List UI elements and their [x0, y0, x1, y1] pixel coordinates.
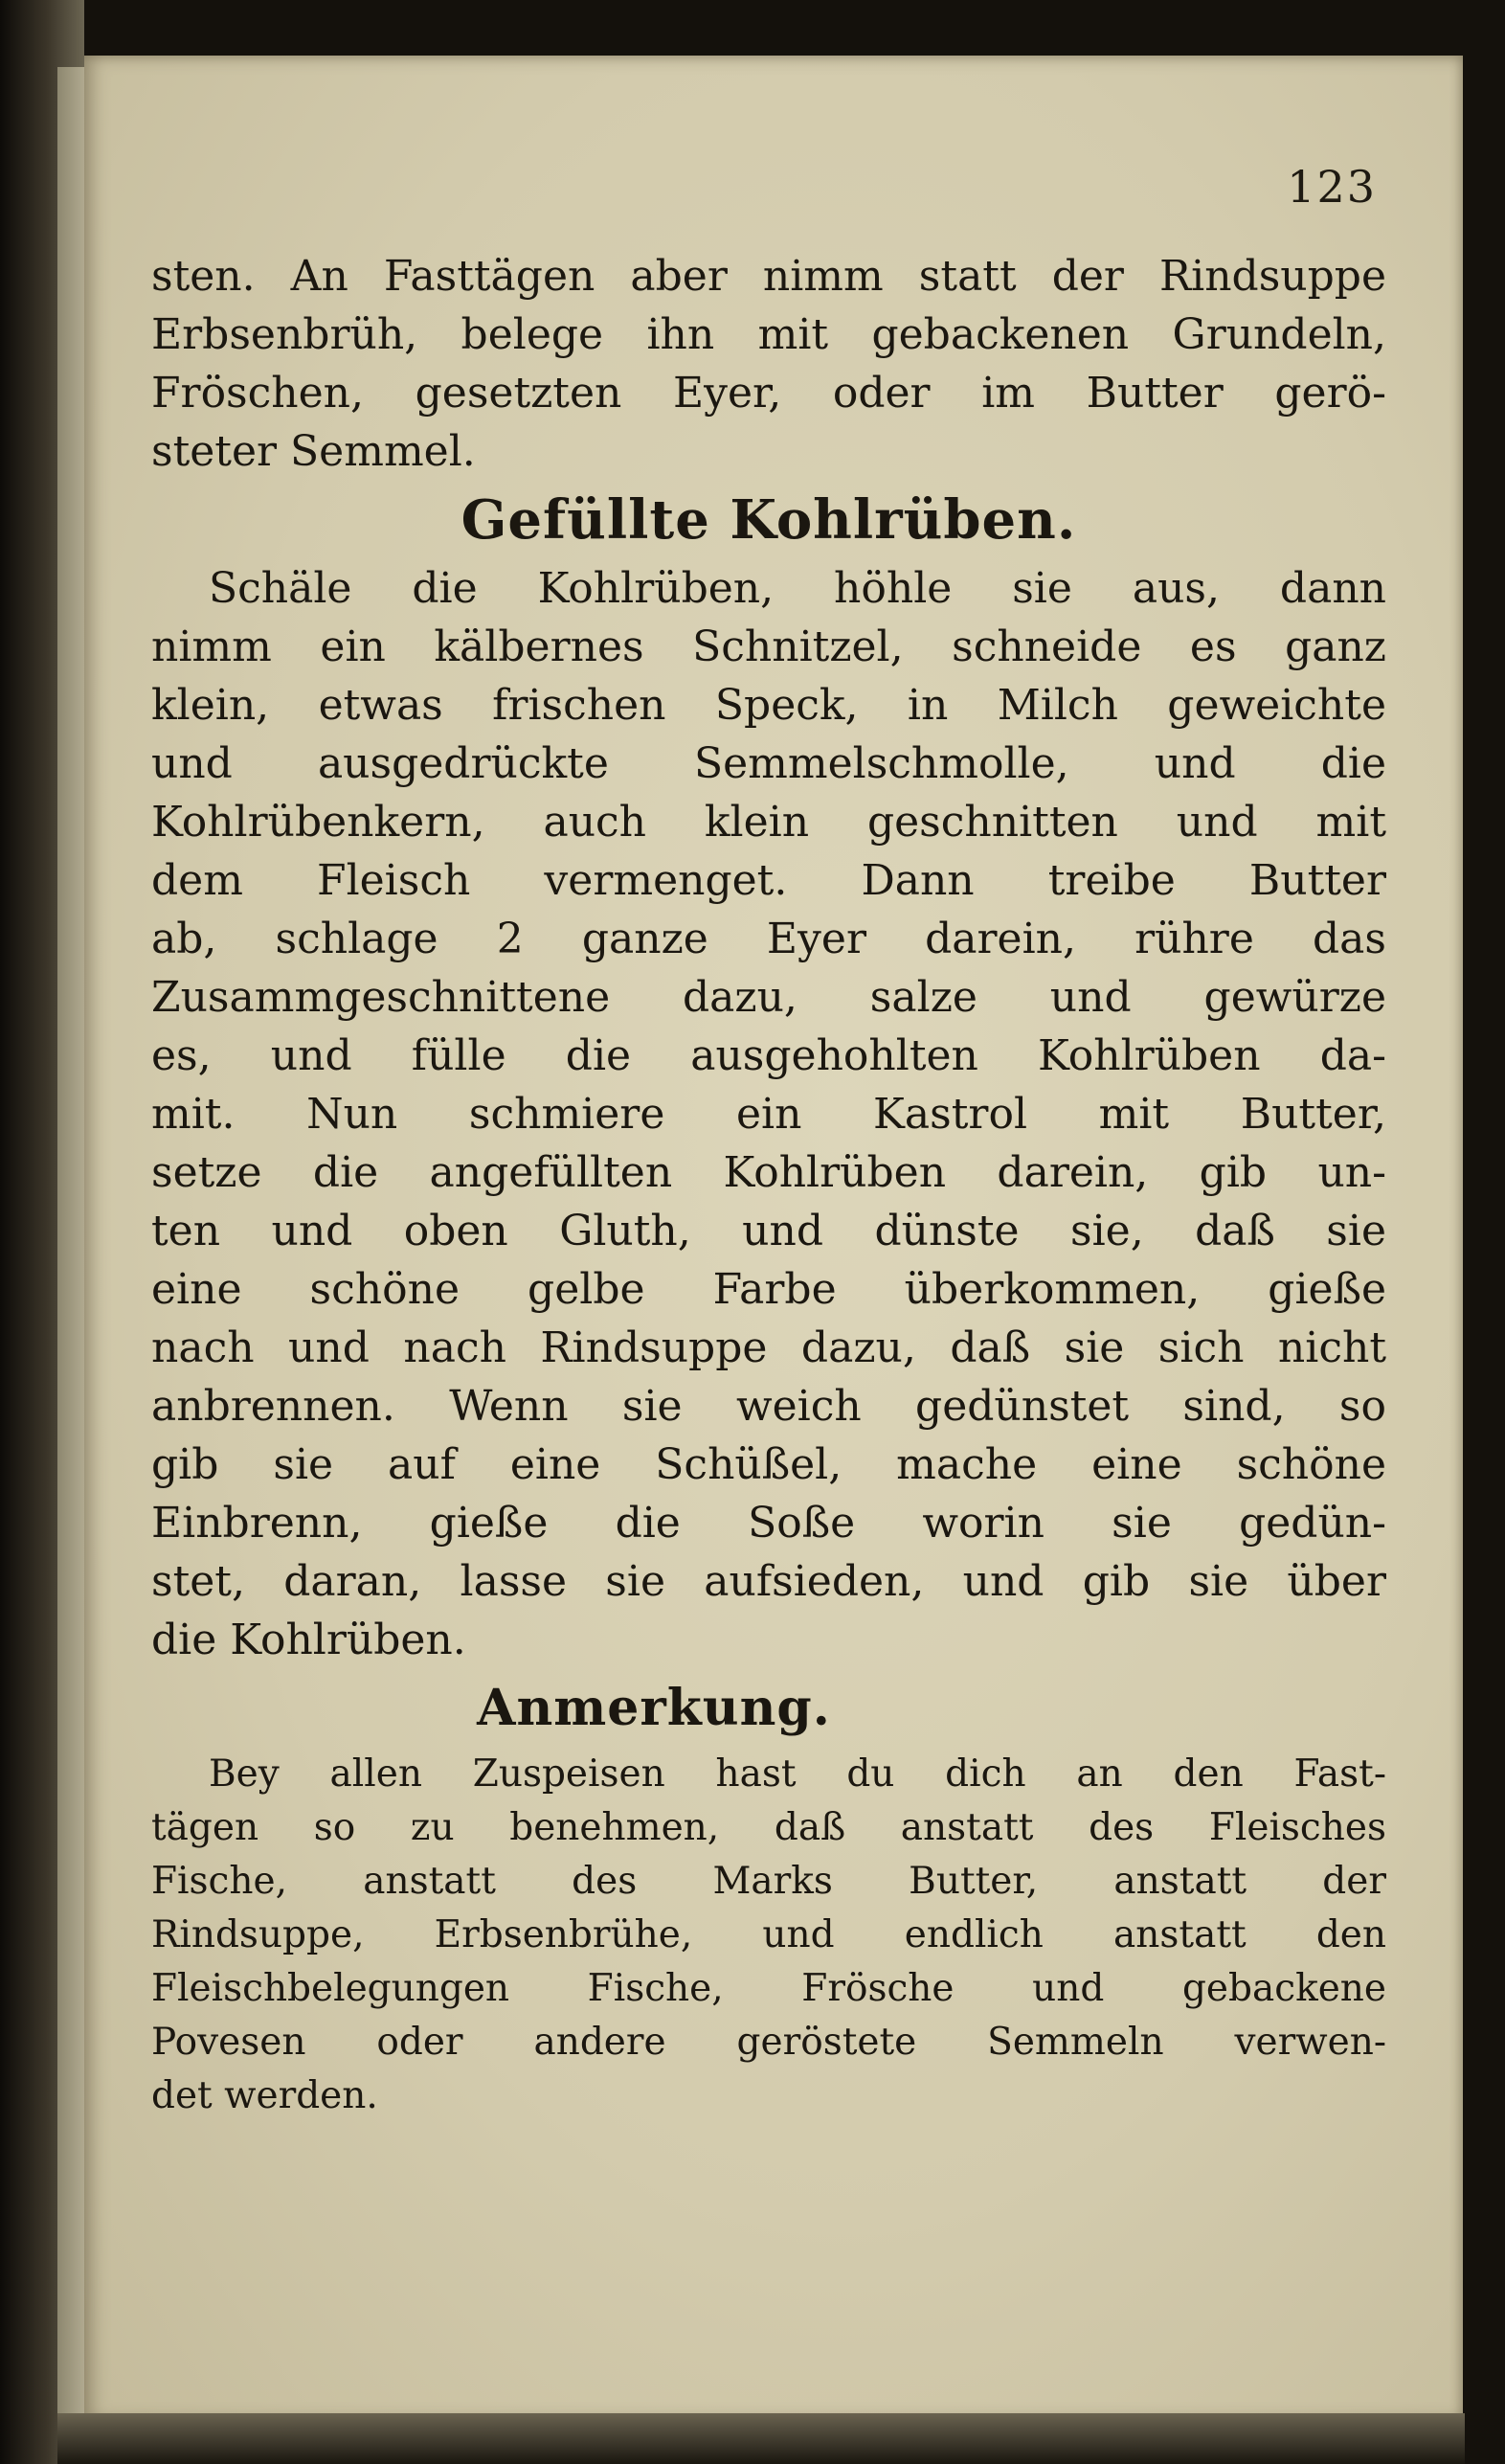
text-line: anbrennen. Wenn sie weich gedünstet sind, so — [151, 1382, 1386, 1431]
text-line: Einbrenn, gieße die Soße worin sie gedün- — [151, 1499, 1386, 1548]
text-line: und ausgedrückte Semmelschmolle, und die — [151, 739, 1386, 788]
text-line: Kohlrübenkern, auch klein geschnitten und mit — [151, 798, 1386, 847]
text-line: Zusammgeschnittene dazu, salze und gewürze — [151, 973, 1386, 1022]
text-line: dem Fleisch vermenget. Dann treibe Butter — [151, 856, 1386, 905]
text-line: stet, daran, lasse sie aufsieden, und gib sie über — [151, 1557, 1386, 1606]
text-line: klein, etwas frischen Speck, in Milch geweichte — [151, 681, 1386, 730]
text-line: Fleischbelegungen Fische, Frösche und gebackene — [151, 1967, 1386, 2010]
text-line: es, und fülle die ausgehohlten Kohlrüben da- — [151, 1031, 1386, 1080]
text-line: Bey allen Zuspeisen hast du dich an den Fast- — [209, 1752, 1386, 1796]
text-line: ten und oben Gluth, und dünste sie, daß sie — [151, 1207, 1386, 1255]
page-text — [151, 247, 1386, 2123]
text-line: Schäle die Kohlrüben, höhle sie aus, dann — [209, 564, 1386, 613]
text-line: nimm ein kälbernes Schnitzel, schneide es ganz — [151, 622, 1386, 671]
text-line: setze die angefüllten Kohlrüben darein, gib un- — [151, 1148, 1386, 1197]
text-line: Fröschen, gesetzten Eyer, oder im Butter gerö- — [151, 369, 1386, 418]
intro-paragraph — [151, 247, 1386, 481]
text-line: steter Semmel. — [151, 427, 476, 476]
page-bottom-edge — [57, 2413, 1465, 2464]
text-line: tägen so zu benehmen, daß anstatt des Fleisches — [151, 1806, 1386, 1849]
text-line: Fische, anstatt des Marks Butter, anstatt der — [151, 1860, 1386, 1903]
recipe-title: Gefüllte Kohlrüben. — [460, 488, 1077, 552]
text-line: Rindsuppe, Erbsenbrühe, und endlich anstatt den — [151, 1913, 1386, 1956]
page-number: 123 — [1287, 161, 1377, 213]
text-line: eine schöne gelbe Farbe überkommen, gieße — [151, 1265, 1386, 1314]
text-line: ab, schlage 2 ganze Eyer darein, rühre das — [151, 915, 1386, 963]
note-title: Anmerkung. — [477, 1679, 831, 1737]
text-line: die Kohlrüben. — [151, 1616, 466, 1664]
text-line: det werden. — [151, 2074, 378, 2117]
text-line: mit. Nun schmiere ein Kastrol mit Butter, — [151, 1090, 1386, 1139]
text-line: Erbsenbrüh, belege ihn mit gebackenen Grundeln, — [151, 310, 1386, 359]
text-line: sten. An Fasttägen aber nimm statt der Rindsuppe — [151, 252, 1386, 301]
text-line: nach und nach Rindsuppe dazu, daß sie sich nicht — [151, 1323, 1386, 1372]
text-line: gib sie auf eine Schüßel, mache eine schöne — [151, 1440, 1386, 1489]
note-paragraph — [151, 1748, 1386, 2123]
book-page — [84, 56, 1463, 2421]
recipe-paragraph — [151, 559, 1386, 1669]
text-line: Povesen oder andere geröstete Semmeln verwen- — [151, 2021, 1386, 2064]
